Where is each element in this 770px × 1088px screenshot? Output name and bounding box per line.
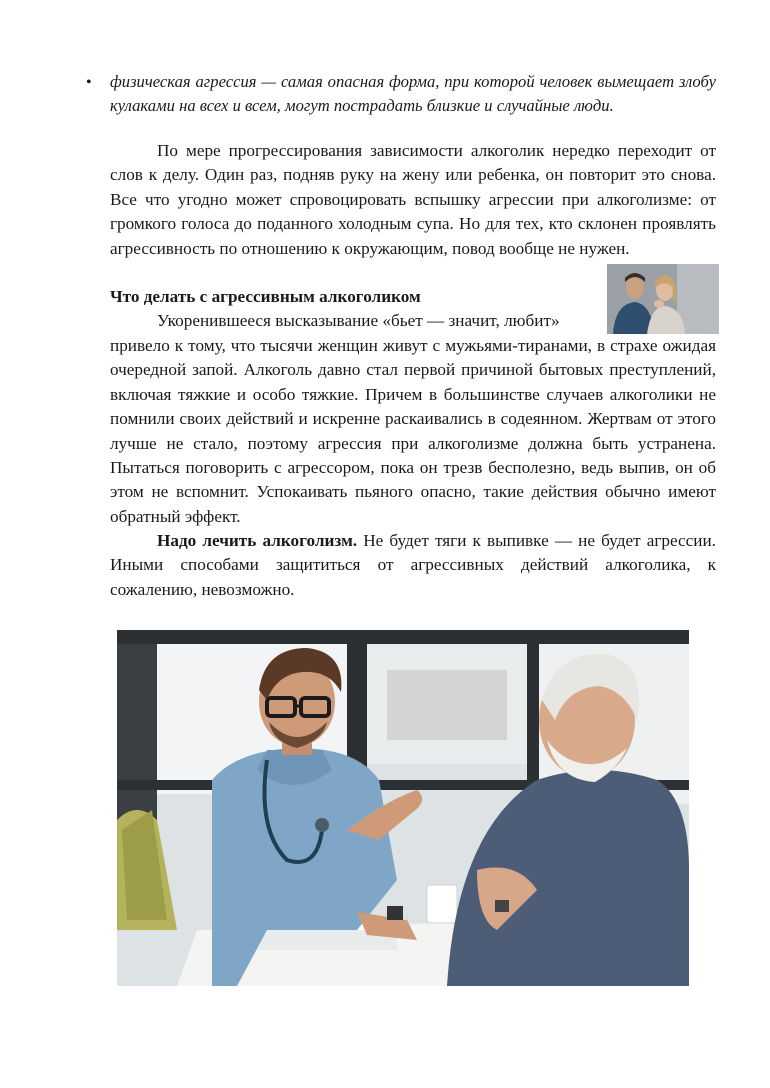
couple-thumbnail-image xyxy=(607,264,719,334)
paragraph-saying: привело к тому, что тысячи женщин живут с мужьями-тиранами, в страхе ожидая очередной запой. Алкоголь давно стал первой причиной бытовых преступлений, включая тяжкие и особо тяжкие. Причем в большинстве случаев алкоголики не помнили своих действий и искренне раскаивались в содеянном. Жертвам от этого лучше не стало, поэтому агрессия при алкоголизме должна быть устранена. Пытаться поговорить с агрессором, пока он трезв бесполезно, ведь выпив, он об этом не вспомнит. Успокаивать пьяного опасно, такие действия обычно имеют обратный эффект. xyxy=(110,336,716,526)
section-heading: Что делать с агрессивным алкоголиком xyxy=(110,287,421,306)
bullet-item-physical-aggression: физическая агрессия — самая опасная форма, при которой человек вымещает злобу кулаками на всех и всем, могут пострадать близкие и случайные люди. xyxy=(110,72,716,115)
bullet-marker: • xyxy=(86,74,92,91)
paragraph-saying-first-line: Укоренившееся высказывание «бьет — значит, любит» xyxy=(157,311,560,330)
paragraph-progression: По мере прогрессирования зависимости алкоголик нередко переходит от слов к делу. Один раз, подняв руку на жену или ребенка, он повторит это снова. Все что угодно может спровоцировать вспышку агрессии при алкоголизме: от громкого голоса до поданного холодным супа. Но для тех, кто склонен проявлять агрессивность по отношению к окружающим, повод вообще не нужен. xyxy=(110,141,716,258)
doctor-patient-photo xyxy=(117,630,689,986)
paragraph-treatment xyxy=(110,529,716,602)
treatment-text: Не будет тяги к выпивке — не будет агрессии. Иными способами защититься от агрессивных действий алкоголика, к сожалению, невозможно. xyxy=(110,531,716,599)
treatment-emphasis: Надо лечить алкоголизм. xyxy=(157,531,358,550)
